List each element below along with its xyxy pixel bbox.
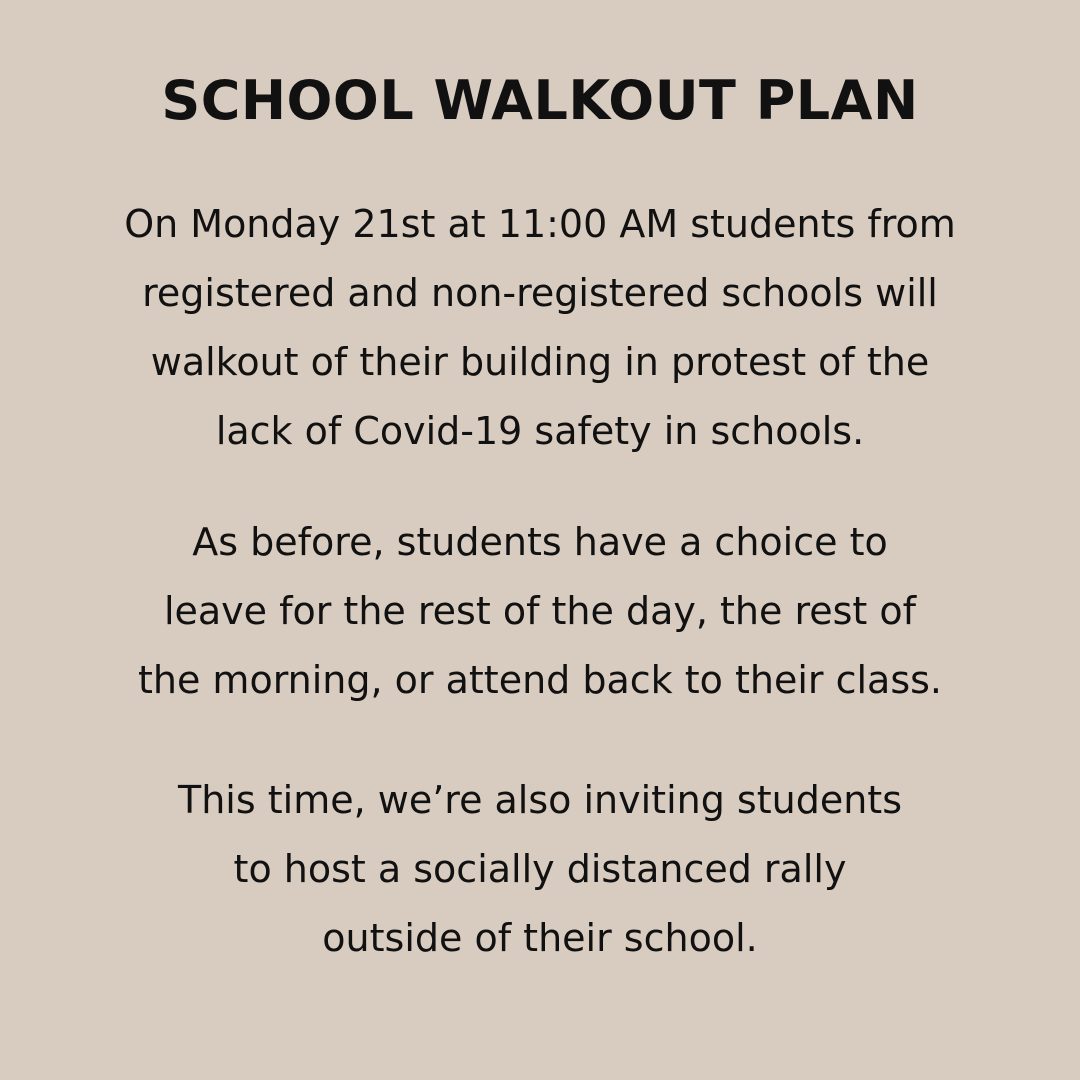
choice-paragraph [40, 508, 1040, 715]
paragraph-line: to host a socially distanced rally [233, 847, 847, 891]
paragraph-line: the morning, or attend back to their class. [137, 658, 942, 702]
paragraph-line: As before, students have a choice to [192, 520, 888, 564]
paragraph-line: lack of Covid-19 safety in schools. [215, 409, 865, 453]
paragraph-line: This time, we’re also inviting students [178, 778, 902, 822]
paragraph-line: leave for the rest of the day, the rest of [163, 589, 917, 633]
paragraph-line: On Monday 21st at 11:00 AM students from [124, 202, 956, 246]
announcement-paragraph [40, 190, 1040, 466]
paragraph-line: registered and non-registered schools will [142, 271, 938, 315]
poster-title: SCHOOL WALKOUT PLAN [161, 69, 919, 132]
paragraph-line: walkout of their building in protest of the [150, 340, 930, 384]
rally-invite-paragraph [40, 766, 1040, 973]
paragraph-line: outside of their school. [322, 916, 758, 960]
